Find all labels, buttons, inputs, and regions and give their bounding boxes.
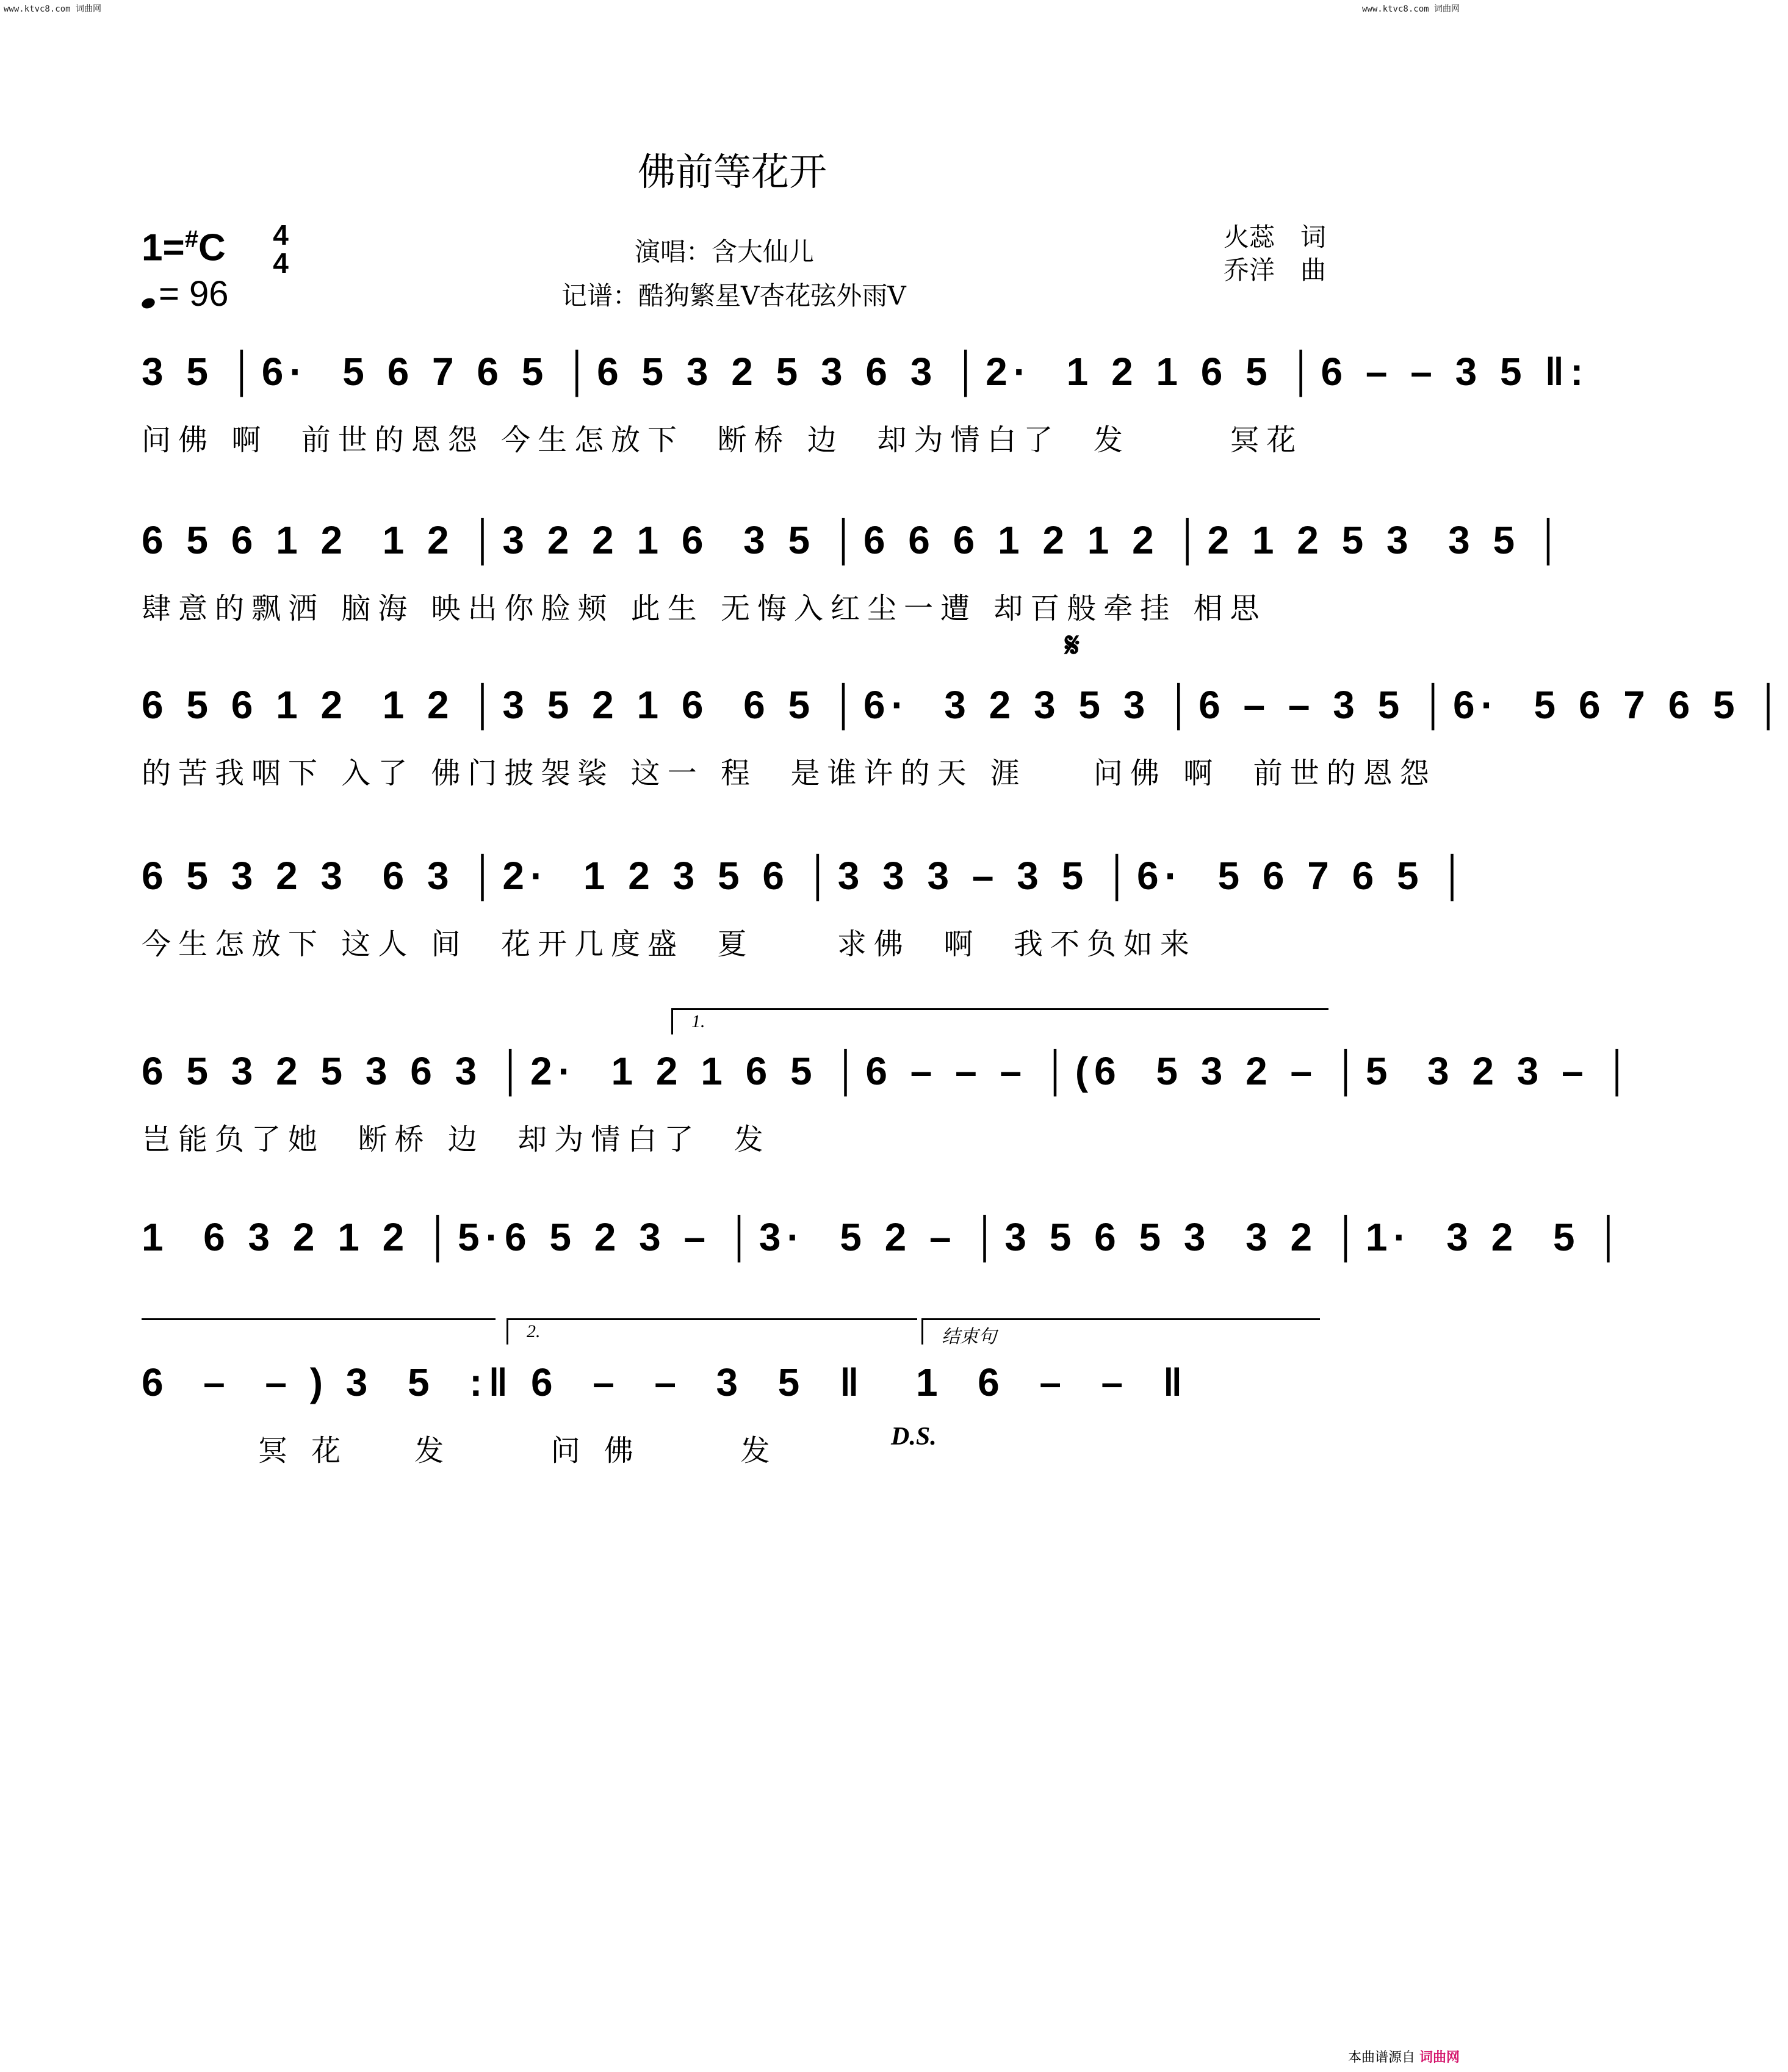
score-line-6 (142, 1215, 1629, 1276)
notes: 6 5 6 1 2 1 2 │3 2 2 1 6 3 5 │6 6 6 1 2 1 2 │2 1 2 5 3 3 5 │ (142, 518, 1568, 562)
segno-sign: 𝄋 (1065, 626, 1080, 665)
score-line-2 (142, 518, 1568, 626)
ending-bracket: 结束句 (921, 1318, 1320, 1345)
tempo-marking: = 96 (142, 273, 229, 314)
score-line-5 (142, 1049, 1637, 1157)
notes: 6 5 6 1 2 1 2 │3 5 2 1 6 6 5 │6· 3 2 3 5 3 │6 – – 3 5 │6· 5 6 7 6 5 │ (142, 683, 1788, 727)
singer-credit: 演唱：含大仙儿 (635, 237, 815, 267)
score-line-1 (142, 349, 1590, 457)
header-right: www.ktvc8.com 词曲网 (1361, 4, 1460, 14)
volta-bracket-line (142, 1318, 496, 1345)
lyrics: 肆意的飘洒 脑海 映出你脸颊 此生 无悔入红尘一遭 却百般牵挂 相思 (142, 591, 1267, 626)
notes: 6 – – ) 3 5 :‖ 6 – – 3 5 ‖ 1 6 – – ‖ (142, 1360, 1189, 1404)
header-left: www.ktvc8.com 词曲网 (4, 4, 102, 14)
lyrics: 今生怎放下 这人 间 花开几度盛 夏 求佛 啊 我不负如来 (142, 927, 1197, 961)
notes: 6 5 3 2 5 3 6 3 │2· 1 2 1 6 5 │6 – – – │(6 5 3 2 – │5 3 2 3 – │ (142, 1049, 1637, 1093)
key-signature: 1=#C (142, 226, 226, 269)
score-line-7 (142, 1360, 1327, 1468)
notes: 3 5 │6· 5 6 7 6 5 │6 5 3 2 5 3 6 3 │2· 1 2 1 6 5 │6 – – 3 5 ‖: (142, 350, 1590, 394)
score-line-4 (142, 853, 1473, 961)
footer: 本曲谱源自 词曲网 (1347, 2050, 1460, 2065)
notes: 6 5 3 2 3 6 3 │2· 1 2 3 5 6 │3 3 3 – 3 5 │6· 5 6 7 6 5 │ (142, 854, 1473, 898)
volta-2: 2. (506, 1318, 917, 1345)
volta-1: 1. (671, 1008, 1328, 1034)
notes: 1 6 3 2 1 2 │5·6 5 2 3 – │3· 5 2 – │3 5 6 5 3 3 2 │1· 3 2 5 │ (142, 1215, 1629, 1259)
lyrics: 问佛 啊 前世的恩怨 今生怎放下 断桥 边 却为情白了 发 冥花 (142, 423, 1303, 457)
lyricist-credit: 火蕊 词 (1224, 222, 1327, 252)
lyrics: 的苦我咽下 入了 佛门披袈裟 这一 程 是谁许的天 涯 问佛 啊 前世的恩怨 (142, 756, 1437, 790)
time-signature: 4 4 (273, 219, 289, 279)
lyrics: 岂能负了她 断桥 边 却为情白了 发 (142, 1122, 771, 1157)
song-title: 佛前等花开 (637, 150, 827, 194)
composer-credit: 乔洋 曲 (1224, 255, 1327, 285)
da-segno-marking: D.S. (891, 1423, 937, 1451)
lyrics: 冥 花 发 问 佛 发 (142, 1434, 777, 1468)
transcriber-credit: 记谱：酷狗繁星V杏花弦外雨V (561, 281, 906, 311)
score-line-3 (142, 682, 1788, 790)
quarter-note-icon (140, 297, 156, 311)
